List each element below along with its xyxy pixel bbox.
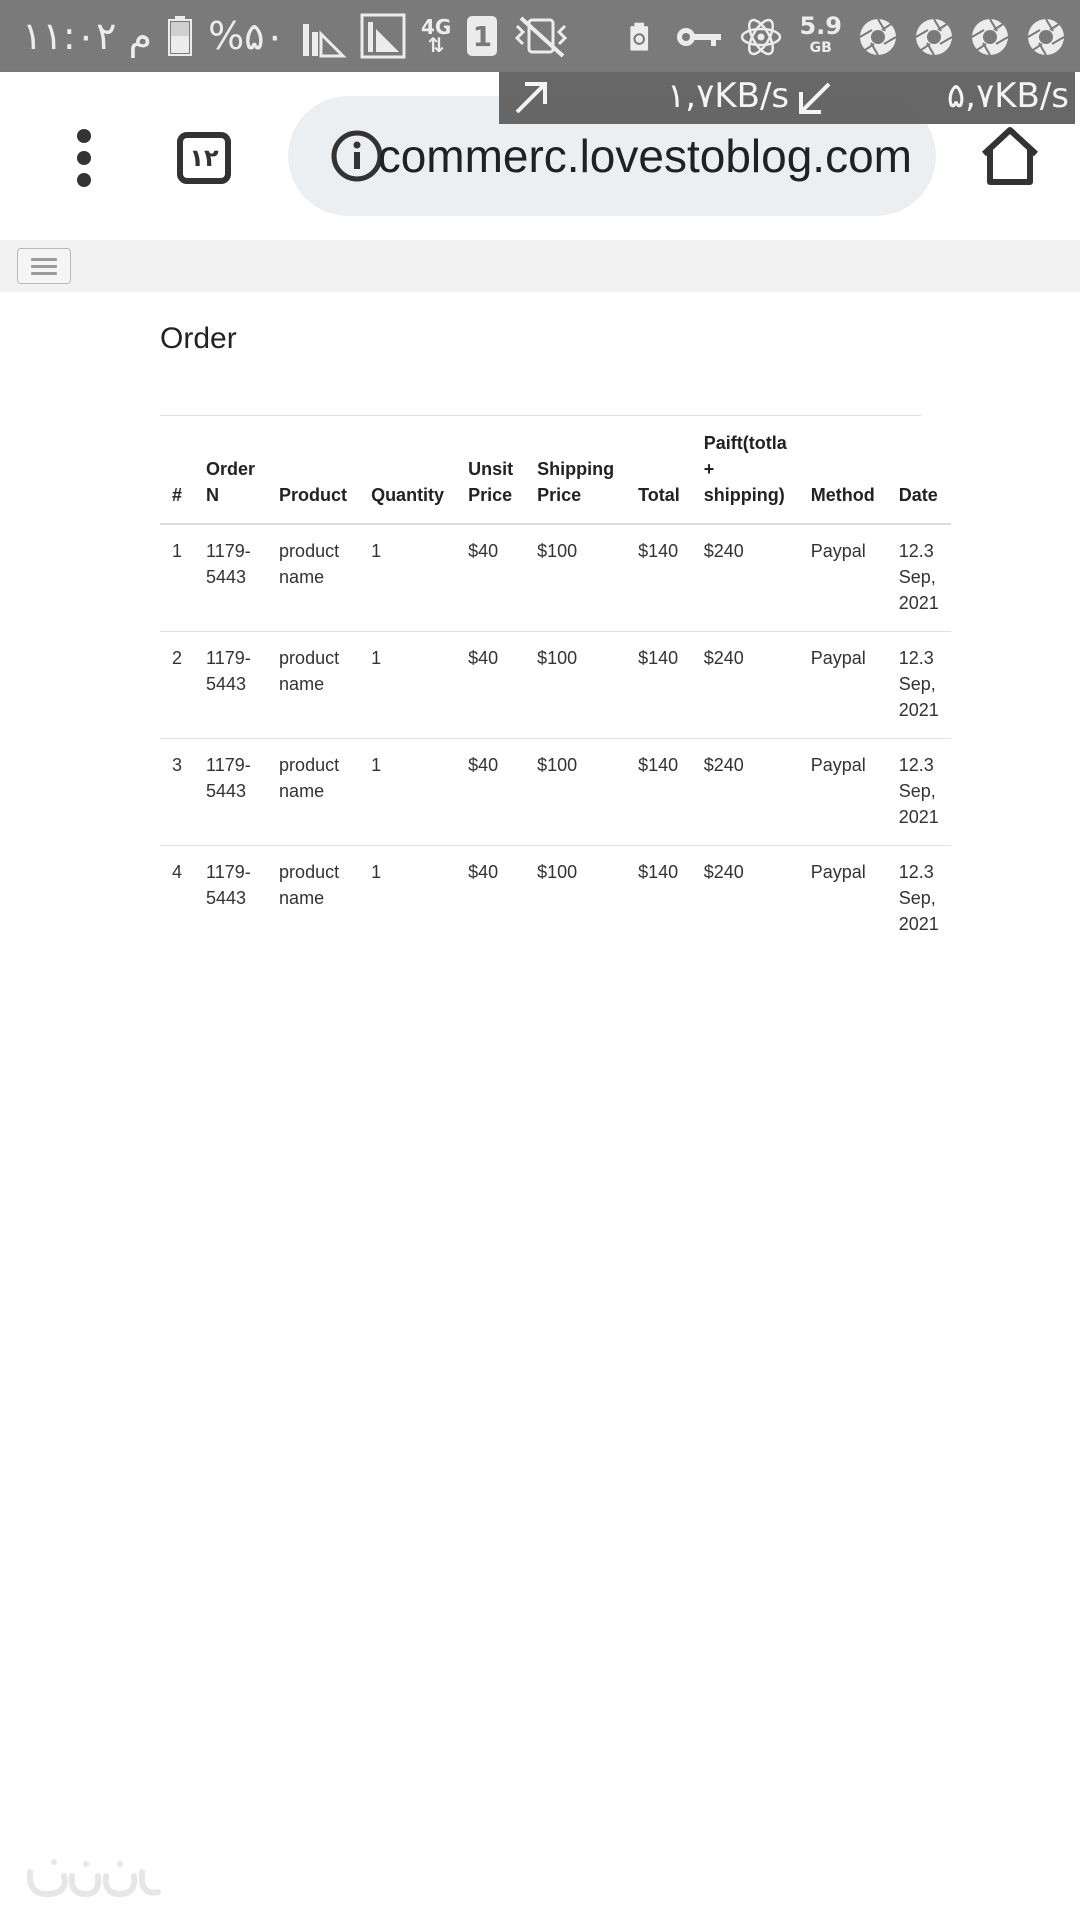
data-usage: 5.9 GB — [799, 12, 842, 56]
network-speed-overlay — [499, 72, 1075, 124]
cell-total: $140 — [626, 524, 692, 631]
column-header-product: Product — [267, 416, 359, 524]
vibrate-mute-icon — [513, 14, 569, 58]
table-row — [160, 631, 951, 738]
column-header-shipping-price: Shipping Price — [525, 416, 626, 524]
column-header-method: Method — [799, 416, 887, 524]
cell-product: product name — [279, 861, 340, 908]
cell-order: 1179-5443 — [194, 524, 267, 631]
cell-quantity: 1 — [359, 738, 456, 845]
column-header-paid: Paift(totla + shipping) — [692, 416, 799, 524]
cell-date: 12.3 Sep, 2021 — [898, 861, 939, 934]
table-row — [160, 524, 951, 631]
cell-total: $140 — [638, 861, 679, 882]
cell-product: product name — [267, 524, 359, 631]
battery-icon — [168, 16, 192, 56]
cell-unit-price: $40 — [456, 524, 525, 631]
cell-total: $140 — [626, 631, 692, 738]
cell-paid: $240 — [692, 524, 799, 631]
cell-unit-price: $40 — [456, 738, 525, 845]
cell-order: 1179-5443 — [206, 861, 251, 908]
info-icon[interactable] — [330, 129, 384, 183]
signal-icon — [301, 14, 345, 58]
cell-date: 12.3 Sep, 2021 — [887, 524, 951, 631]
upload-arrow-icon — [511, 78, 551, 118]
cell-unit-price: $40 — [456, 631, 525, 738]
cell-shipping-price: $100 — [537, 861, 578, 882]
status-time: ۱۱:۰۲ م — [22, 14, 153, 58]
cell-number: 3 — [160, 738, 194, 845]
download-arrow-icon — [795, 78, 835, 118]
watermark-logo — [24, 1852, 164, 1902]
cell-method: Paypal — [810, 861, 866, 882]
signal-icon — [361, 14, 405, 58]
cell-paid: $240 — [692, 738, 799, 845]
download-speed: ۵,۷KB/s — [946, 76, 1069, 116]
atom-icon — [739, 15, 783, 59]
table-header-row — [160, 416, 951, 524]
column-header-total: Total — [626, 416, 692, 524]
cell-quantity: 1 — [371, 861, 382, 882]
column-header-number: # — [160, 416, 194, 524]
cell-product: product name — [267, 738, 359, 845]
storage-clean-icon — [629, 15, 659, 59]
cell-quantity: 1 — [359, 631, 456, 738]
column-header-order: Order N — [194, 416, 267, 524]
tab-switcher-button[interactable]: ۱۲ — [177, 132, 231, 184]
battery-percent: %۵۰ — [208, 14, 285, 58]
cell-order: 1179-5443 — [194, 631, 267, 738]
cell-date: 12.3 Sep, 2021 — [887, 738, 951, 845]
cell-shipping-price: $100 — [525, 738, 626, 845]
sim-icon: 1 — [467, 16, 497, 56]
table-row — [160, 738, 951, 845]
status-bar — [0, 0, 1080, 72]
shutter-icon — [1026, 17, 1066, 57]
cell-shipping-price: $100 — [525, 524, 626, 631]
site-navbar — [0, 240, 1080, 292]
cell-quantity: 1 — [359, 524, 456, 631]
column-header-date: Date — [887, 416, 951, 524]
cell-paid: $240 — [692, 631, 799, 738]
cell-method: Paypal — [799, 738, 887, 845]
shutter-icon — [970, 17, 1010, 57]
orders-table — [160, 416, 951, 952]
cell-number: 2 — [160, 631, 194, 738]
vpn-key-icon — [675, 15, 723, 59]
url-text[interactable]: commerc.lovestoblog.com — [377, 130, 912, 182]
hamburger-menu-button[interactable] — [17, 248, 71, 284]
home-icon[interactable] — [978, 124, 1042, 188]
cell-product: product name — [267, 631, 359, 738]
hamburger-bar — [31, 258, 57, 261]
column-header-quantity: Quantity — [359, 416, 456, 524]
upload-speed: ۱,۷KB/s — [667, 76, 790, 116]
table-row — [160, 845, 951, 952]
cell-unit-price: $40 — [468, 861, 499, 882]
cell-paid: $240 — [703, 861, 744, 882]
cell-number: 1 — [160, 524, 194, 631]
cell-order: 1179-5443 — [194, 738, 267, 845]
network-type: 4G ⇅ — [421, 15, 452, 57]
cell-shipping-price: $100 — [525, 631, 626, 738]
shutter-icon — [858, 17, 898, 57]
cell-number: 4 — [172, 861, 183, 882]
column-header-unit-price: Unsit Price — [456, 416, 525, 524]
cell-method: Paypal — [799, 524, 887, 631]
more-vert-icon[interactable] — [66, 128, 102, 188]
shutter-icon — [914, 17, 954, 57]
cell-total: $140 — [626, 738, 692, 845]
cell-method: Paypal — [799, 631, 887, 738]
page-title: Order — [160, 322, 237, 355]
orders-table-container — [160, 415, 939, 952]
hamburger-bar — [31, 265, 57, 268]
cell-date: 12.3 Sep, 2021 — [887, 631, 951, 738]
hamburger-bar — [31, 272, 57, 275]
